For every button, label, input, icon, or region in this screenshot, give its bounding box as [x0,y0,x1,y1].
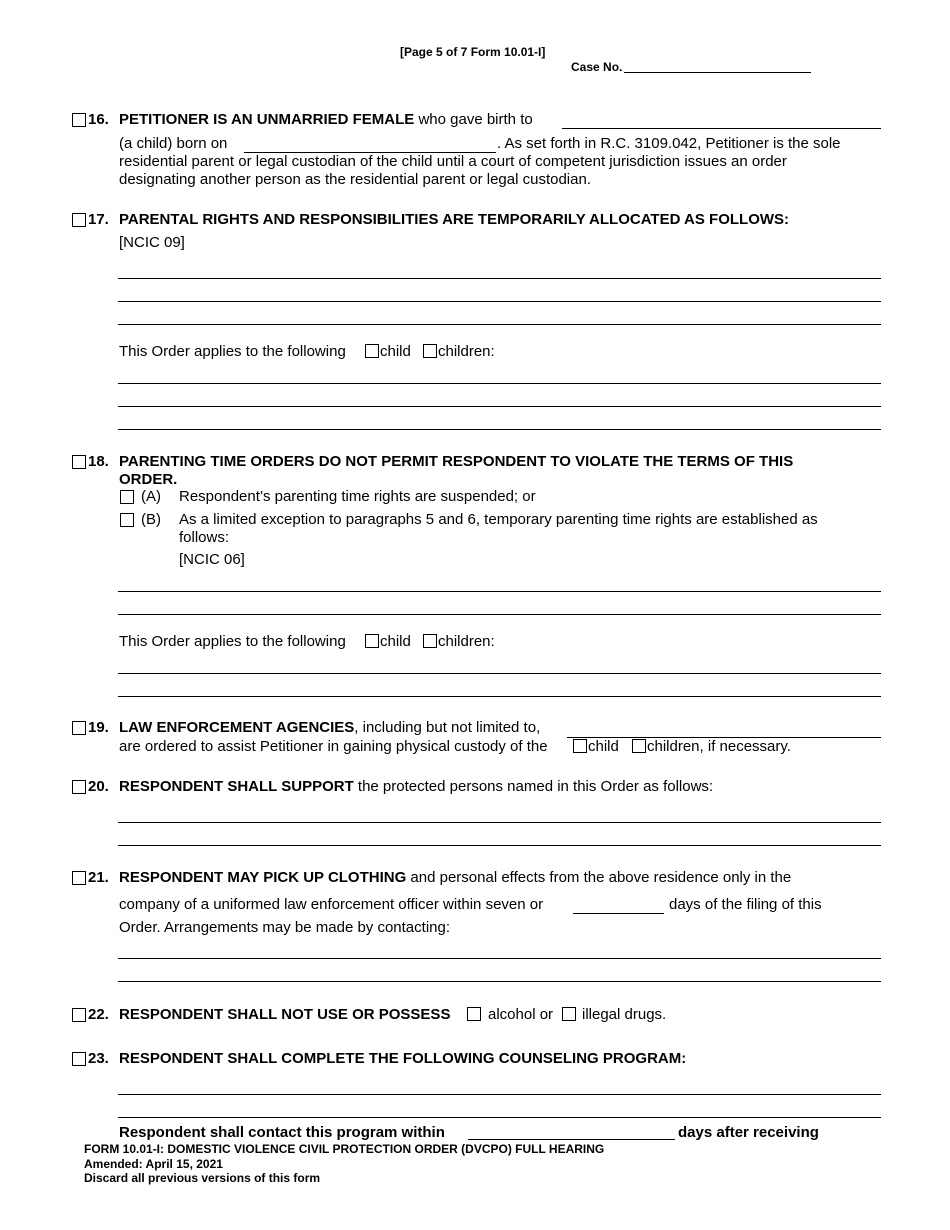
item-17-child-label: child [380,343,411,360]
item-23-checkbox[interactable] [72,1052,86,1066]
item-18-children-checkbox[interactable] [423,634,437,648]
item-18-child-checkbox[interactable] [365,634,379,648]
page-label: [Page 5 of 7 Form 10.01-I] [400,45,546,59]
item-18-ncic: [NCIC 06] [179,551,245,568]
item-21-line2-end: days of the filing of this [669,896,822,913]
item-18a-checkbox[interactable] [120,490,134,504]
item-17-children-line-3[interactable] [118,429,881,430]
footer-discard: Discard all previous versions of this form [84,1171,321,1185]
item-18b-text-1: As a limited exception to paragraphs 5 and 6, temporary parenting time rights are established as [179,511,818,528]
item-19-child-label: child [588,738,619,755]
item-20-number: 20. [88,778,109,795]
item-22-checkbox[interactable] [72,1008,86,1022]
item-17-number: 17. [88,211,109,228]
item-21-number: 21. [88,869,109,886]
item-22-number: 22. [88,1006,109,1023]
item-18-heading-2: ORDER. [119,471,178,488]
item-23-number: 23. [88,1050,109,1067]
item-21-line2: company of a uniformed law enforcement officer within seven or [119,896,544,913]
item-18-line-1[interactable] [118,591,881,592]
item-18b-checkbox[interactable] [120,513,134,527]
item-20-line-1[interactable] [118,822,881,823]
item-16-number: 16. [88,111,109,128]
item-18-line-2[interactable] [118,614,881,615]
item-18b-text-2: follows: [179,529,230,546]
item-19-children-label: children, if necessary. [647,738,791,755]
item-20-bold: RESPONDENT SHALL SUPPORT [119,778,354,795]
item-17-applies-label: This Order applies to the following [119,343,346,360]
footer-amended: Amended: April 15, 2021 [84,1157,223,1171]
item-18-children-line-2[interactable] [118,696,881,697]
item-18-applies-label: This Order applies to the following [119,633,346,650]
item-18-number: 18. [88,453,109,470]
contact-days-field[interactable] [468,1139,675,1140]
item-17-children-checkbox[interactable] [423,344,437,358]
item-18-checkbox[interactable] [72,455,86,469]
item-23-line-2[interactable] [118,1117,881,1118]
item-16-text: who gave birth to [414,111,533,128]
item-16-heading [119,111,533,129]
alcohol-label: alcohol or [488,1006,554,1023]
item-17-ncic: [NCIC 09] [119,234,185,251]
footer-form-title: FORM 10.01-I: DOMESTIC VIOLENCE CIVIL PROTECTION ORDER (DVCPO) FULL HEARING [84,1142,605,1156]
item-19-text: , including but not limited to, [354,719,541,736]
item-17-line-3[interactable] [118,324,881,325]
item-16-bold: PETITIONER IS AN UNMARRIED FEMALE [119,111,415,128]
item-20-line-2[interactable] [118,845,881,846]
alcohol-checkbox[interactable] [467,1007,481,1021]
item-19-heading [119,719,540,737]
item-16-line2: . As set forth in R.C. 3109.042, Petitioner is the sole [497,135,841,152]
item-16-born-label: (a child) born on [119,135,228,152]
item-19-bold: LAW ENFORCEMENT AGENCIES [119,719,355,736]
item-17-child-checkbox[interactable] [365,344,379,358]
item-17-children-label: children: [438,343,495,360]
item-18a-label: (A) [141,488,161,505]
item-20-checkbox[interactable] [72,780,86,794]
item-17-children-line-2[interactable] [118,406,881,407]
item-21-heading [119,869,791,887]
item-17-checkbox[interactable] [72,213,86,227]
item-23-heading: RESPONDENT SHALL COMPLETE THE FOLLOWING COUNSELING PROGRAM: [119,1050,687,1067]
item-20-heading [119,778,713,796]
item-18-children-label: children: [438,633,495,650]
mother-name-field[interactable] [562,128,881,129]
item-21-line-1[interactable] [118,958,881,959]
item-19-children-checkbox[interactable] [632,739,646,753]
item-23-line-1[interactable] [118,1094,881,1095]
item-17-children-line-1[interactable] [118,383,881,384]
item-18a-text: Respondent’s parenting time rights are suspended; or [179,488,536,505]
case-no-label: Case No. [571,60,623,74]
item-21-line3: Order. Arrangements may be made by contacting: [119,919,451,936]
item-21-line-2[interactable] [118,981,881,982]
item-23-contact-end: days after receiving [678,1124,819,1141]
item-22-heading: RESPONDENT SHALL NOT USE OR POSSESS [119,1006,451,1023]
item-17-line-2[interactable] [118,301,881,302]
item-19-checkbox[interactable] [72,721,86,735]
case-no-field[interactable] [624,72,811,73]
item-18b-label: (B) [141,511,161,528]
item-18-child-label: child [380,633,411,650]
item-16-line3: residential parent or legal custodian of the child until a court of competent jurisdiction issues an order [119,153,787,170]
item-17-line-1[interactable] [118,278,881,279]
item-16-line4: designating another person as the residential parent or legal custodian. [119,171,591,188]
item-19-number: 19. [88,719,109,736]
item-17-heading: PARENTAL RIGHTS AND RESPONSIBILITIES ARE TEMPORARILY ALLOCATED AS FOLLOWS: [119,211,790,228]
item-19-line2: are ordered to assist Petitioner in gaining physical custody of the [119,738,548,755]
item-23-contact-label: Respondent shall contact this program within [119,1124,445,1141]
illegal-drugs-label: illegal drugs. [582,1006,667,1023]
item-21-text: and personal effects from the above residence only in the [406,869,792,886]
item-18-children-line-1[interactable] [118,673,881,674]
days-field[interactable] [573,913,664,914]
item-16-checkbox[interactable] [72,113,86,127]
item-18-heading-1: PARENTING TIME ORDERS DO NOT PERMIT RESPONDENT TO VIOLATE THE TERMS OF THIS [119,453,794,470]
item-21-bold: RESPONDENT MAY PICK UP CLOTHING [119,869,407,886]
illegal-drugs-checkbox[interactable] [562,1007,576,1021]
item-21-checkbox[interactable] [72,871,86,885]
item-19-child-checkbox[interactable] [573,739,587,753]
item-20-text: the protected persons named in this Order as follows: [353,778,714,795]
